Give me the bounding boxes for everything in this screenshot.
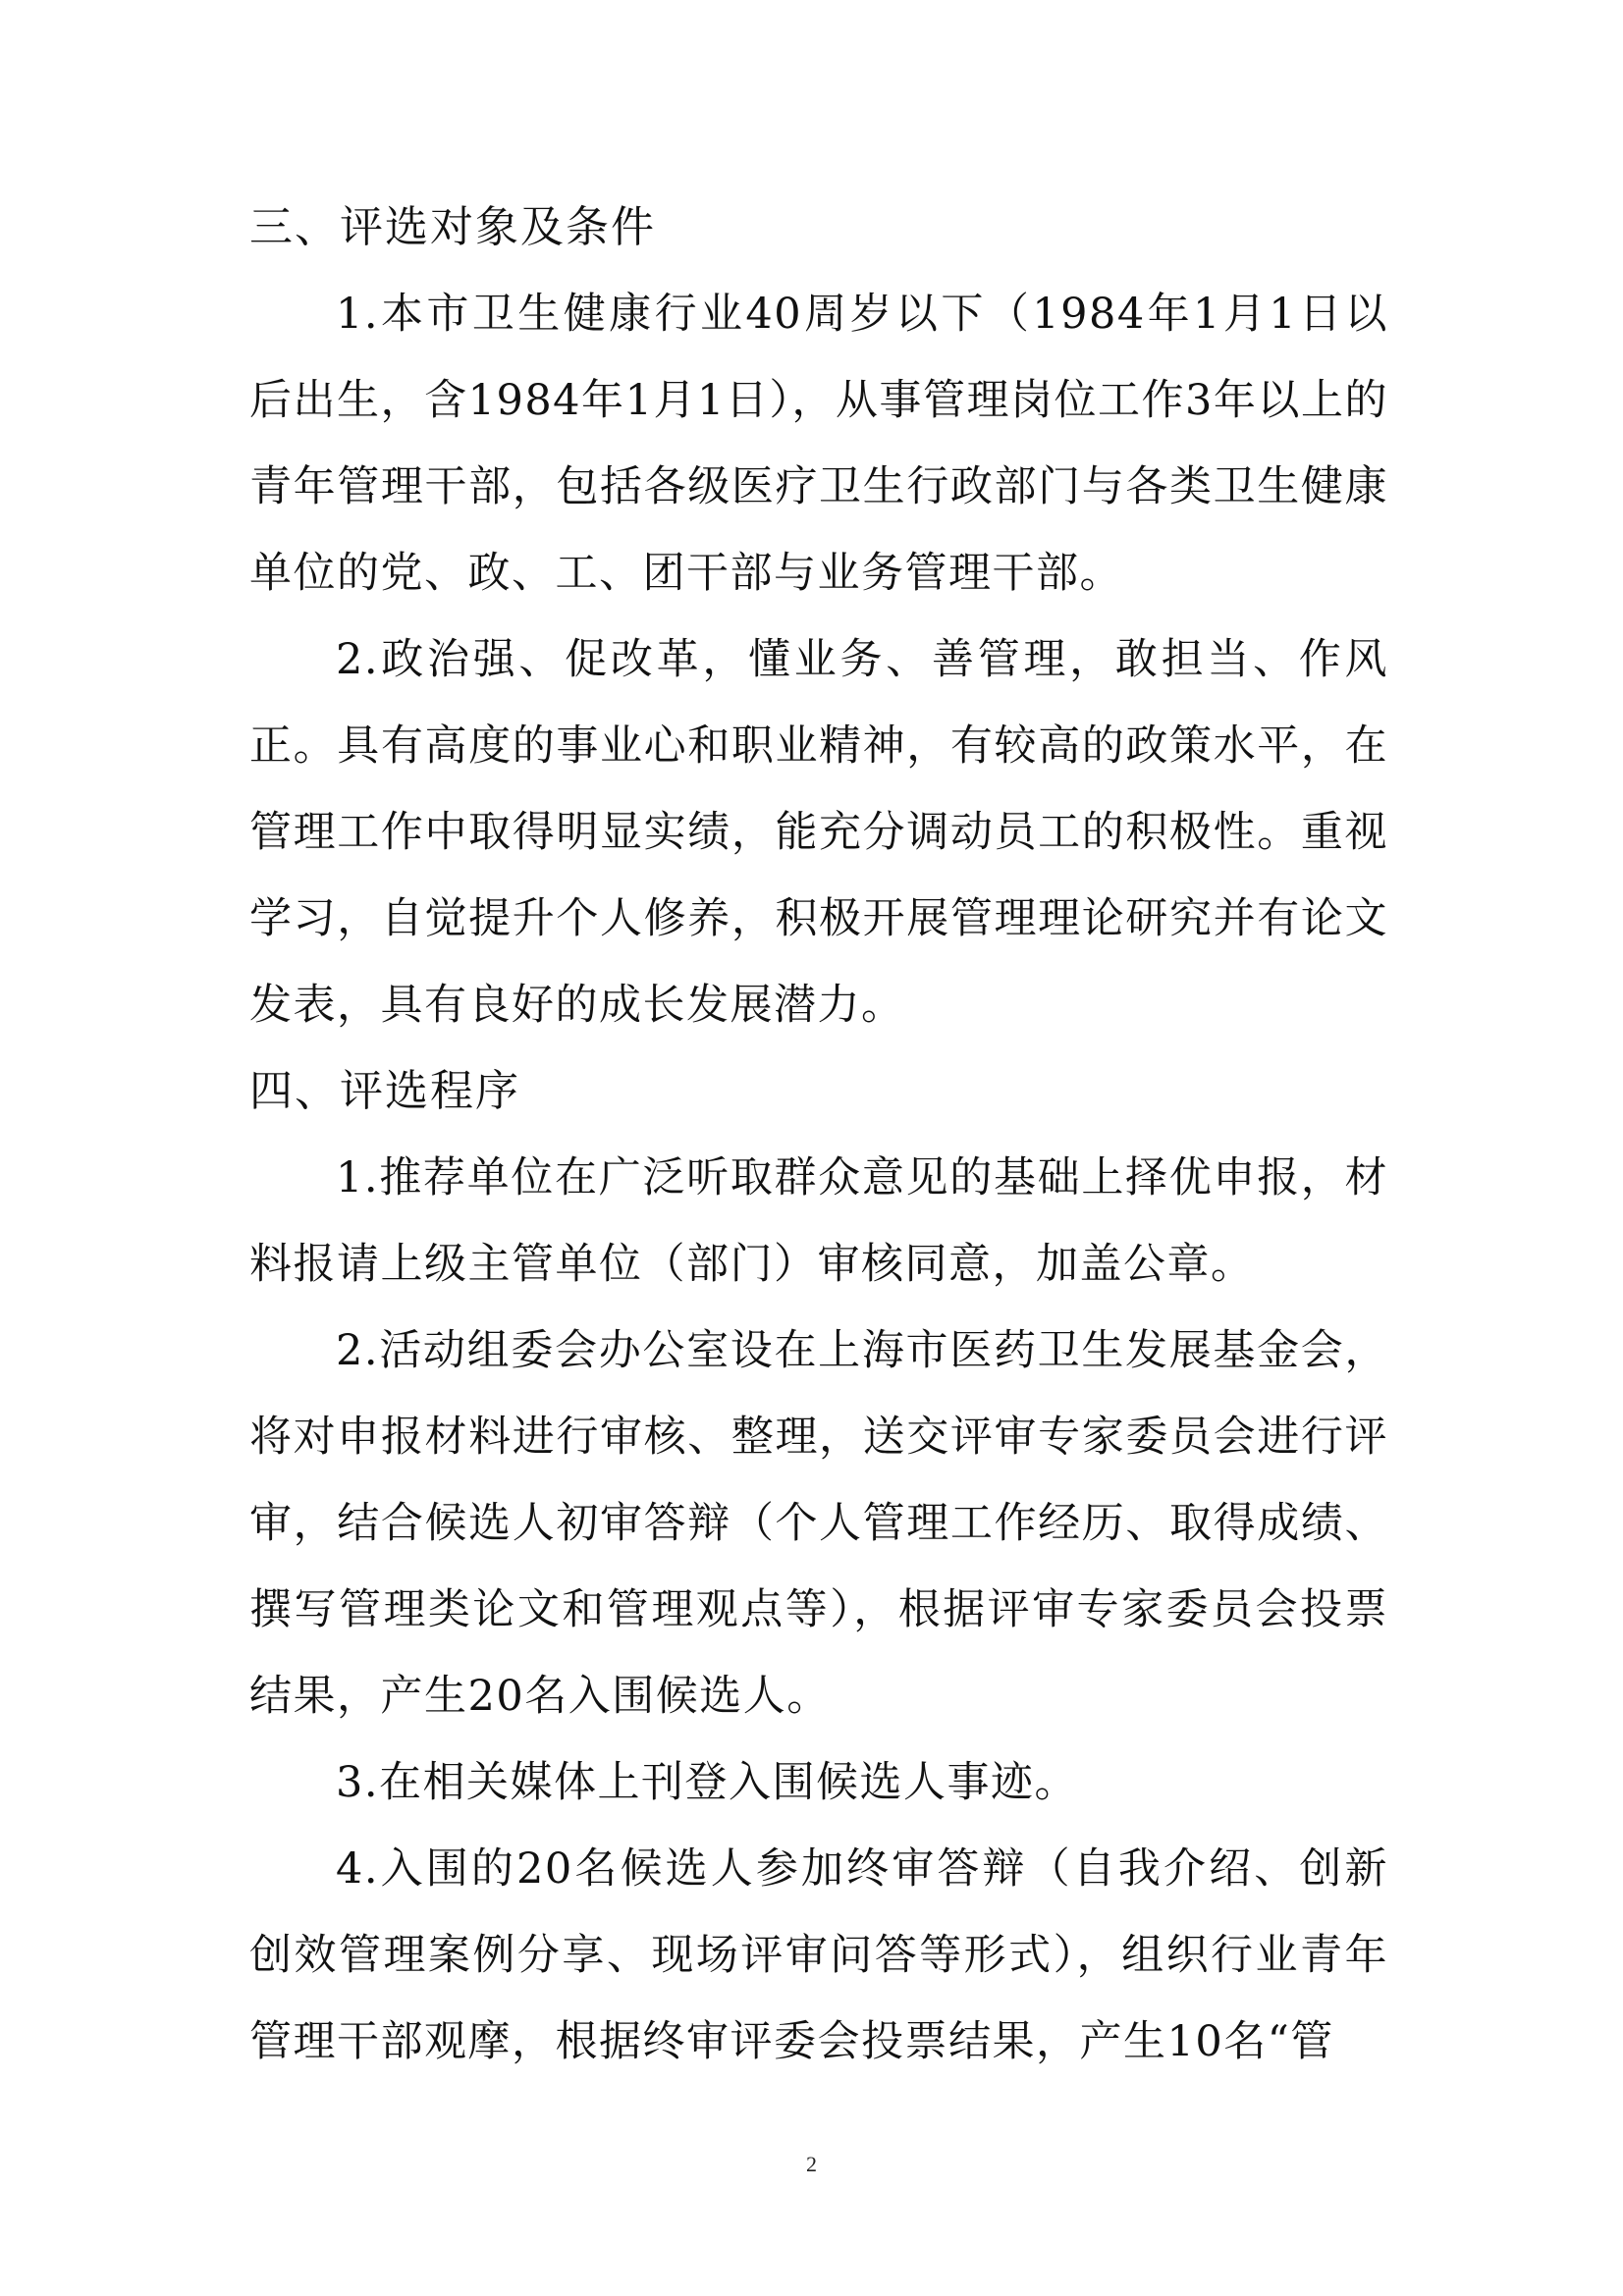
section-heading-selection-criteria: 三、评选对象及条件 [249, 202, 656, 252]
paragraph: 3.在相关媒体上刊登入围候选人事迹。 [336, 1758, 1079, 1807]
document-body [249, 185, 1388, 2085]
paragraph: 4.入围的20名候选人参加终审答辩（自我介绍、创新创效管理案例分享、现场评审问答等形式），组织行业青年管理干部观摩，根据终审评委会投票结果，产生10名“管 [249, 1844, 1388, 2066]
paragraph: 1.本市卫生健康行业40周岁以下（1984年1月1日以后出生，含1984年1月1日），从事管理岗位工作3年以上的青年管理干部，包括各级医疗卫生行政部门与各类卫生健康单位的党、政、工、团干部与业务管理干部。 [249, 290, 1388, 598]
section-heading-selection-procedure: 四、评选程序 [249, 1066, 520, 1116]
paragraph: 2.活动组委会办公室设在上海市医药卫生发展基金会，将对申报材料进行审核、整理，送交评审专家委员会进行评审，结合候选人初审答辩（个人管理工作经历、取得成绩、撰写管理类论文和管理观点等），根据评审专家委员会投票结果，产生20名入围候选人。 [249, 1326, 1388, 1721]
paragraph: 1.推荐单位在广泛听取群众意见的基础上择优申报，材料报请上级主管单位（部门）审核同意，加盖公章。 [249, 1153, 1388, 1289]
paragraph: 2.政治强、促改革，懂业务、善管理，敢担当、作风正。具有高度的事业心和职业精神，有较高的政策水平，在管理工作中取得明显实绩，能充分调动员工的积极性。重视学习，自觉提升个人修养，积极开展管理理论研究并有论文发表，具有良好的成长发展潜力。 [249, 635, 1388, 1030]
page-number: 2 [806, 2152, 817, 2176]
